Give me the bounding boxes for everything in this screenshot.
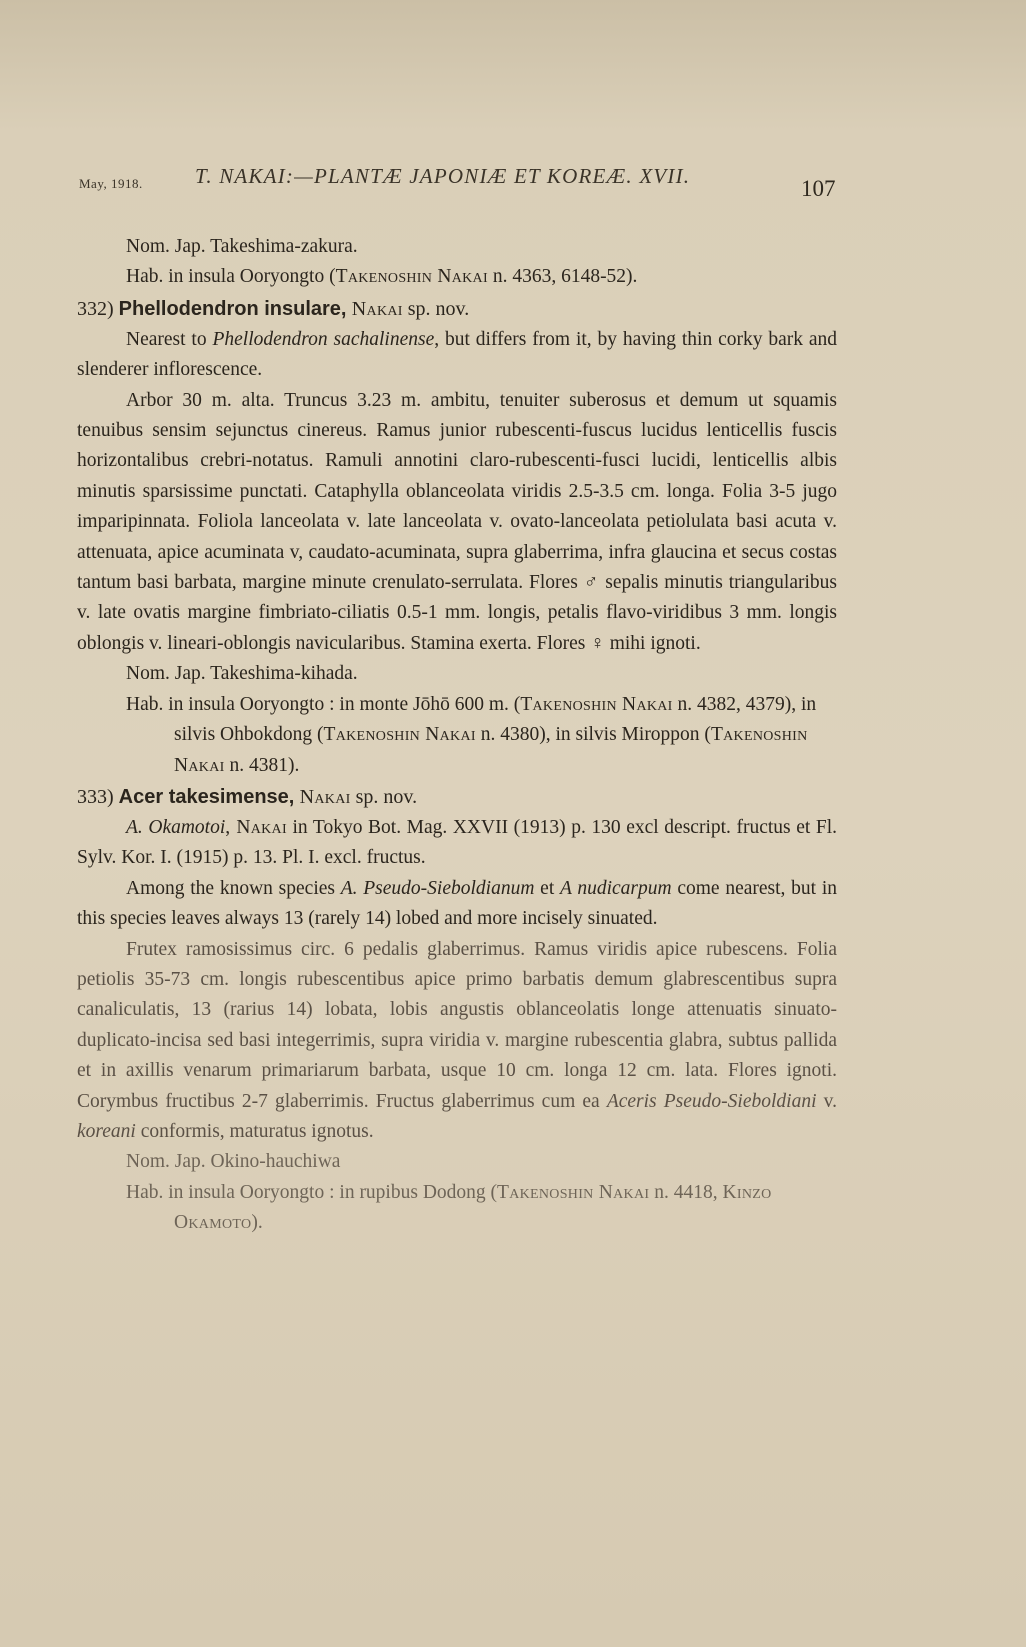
hab-text: n. 4382, 4379), in silvis Ohbokdong ( (174, 693, 817, 746)
description-paragraph-333 (77, 935, 837, 1148)
description-paragraph-332 (77, 386, 837, 660)
hab-text: Hab. in insula Ooryongto : in rupibus Dodong ( (126, 1181, 498, 1203)
italic-taxon: A nudicarpum (560, 877, 672, 899)
nom-jap-takeshima-zakura (77, 232, 837, 262)
species-name: Phellodendron insulare, (118, 297, 347, 320)
italic-taxon: koreani (77, 1120, 136, 1142)
species-heading-333 (77, 781, 837, 813)
page-body (77, 232, 837, 1239)
collector-name: Takenoshin Nakai (520, 693, 673, 715)
collector-name: Takenoshin Nakai (174, 724, 808, 776)
species-name: Acer takesimense, (118, 785, 295, 808)
comparison-paragraph-332 (77, 325, 837, 386)
text: sepalis minutis triangularibus v. late ovatis margine fimbriato-ciliatis 0.5-1 mm. longis, petalis flavo-viridibus 3 mm. longis oblongis v. lineari-oblongis navicularibus. Stamina exerta. Flores (77, 572, 838, 654)
nom-text: Nom. Jap. Okino-hauchiwa (126, 1151, 341, 1173)
text: et (534, 877, 561, 899)
collector-name: Takenoshin Nakai (323, 724, 476, 746)
italic-taxon: Aceris Pseudo-Sieboldiani (606, 1090, 817, 1112)
species-heading-332 (77, 293, 837, 325)
page-header (0, 158, 1026, 208)
text: mihi ignoti. (604, 632, 701, 654)
entry-number: 333) (77, 785, 119, 808)
species-status: sp. nov. (402, 297, 470, 320)
text: Frutex ramosissimus circ. 6 pedalis glaberrimus. Ramus viridis apice rubescens. Folia petiolis 35-73 cm. longis rubescentibus apice primo barbatis demum glabrescentibus supra canaliculatis, 13 (rarius 14) lobata, lobis angustis oblanceolatis longe attenuatis sinuato-duplicato-incisa sed basi integerrimis, supra viridia v. margine rubescentia glabra, subtus pallida et in axillis venarum primariarum barbata, usque 10 cm. longa 12 cm. lata. Flores ignoti. Corymbus fructibus 2-7 glaberrimis. Fructus glaberrimus cum ea (77, 938, 837, 1112)
species-author: Nakai (294, 785, 351, 808)
habitat-332 (77, 690, 837, 781)
nom-text: Nom. Jap. Takeshima-zakura. (126, 236, 358, 257)
italic-taxon: A. Pseudo-Sieboldianum (340, 877, 535, 899)
hab-text: n. 4381). (224, 754, 300, 776)
page-number: 107 (801, 176, 836, 201)
text: conformis, maturatus ignotus. (135, 1120, 374, 1142)
habitat-takeshima-zakura (77, 262, 837, 292)
italic-taxon: A. Okamotoi (126, 816, 226, 838)
header-date: May, 1918. (79, 176, 143, 191)
text: , but differs from it, by having thin corky bark and slenderer inflorescence. (77, 328, 838, 381)
text: come nearest, but in this species leaves always 13 (rarely 14) lobed and more incisely sinuated. (77, 877, 837, 930)
species-author: , Nakai (225, 816, 287, 838)
hab-text: ). (251, 1212, 263, 1234)
nom-jap-okino-hauchiwa (77, 1147, 837, 1177)
text: in Tokyo Bot. Mag. XXVII (1913) p. 130 excl descript. fructus et Fl. Sylv. Kor. I. (1915) p. 13. Pl. I. excl. fructus. (77, 816, 837, 869)
collector-name: Kinzo Okamoto (174, 1181, 772, 1234)
synonymy-333 (77, 813, 837, 874)
hab-text: n. 4380), in silvis Miroppon ( (475, 724, 711, 746)
species-author: Nakai (346, 297, 403, 320)
comparison-paragraph-333 (77, 874, 837, 935)
hab-text: n. 4363, 6148-52). (487, 266, 638, 288)
nom-jap-takeshima-kihada (77, 659, 837, 689)
italic-taxon: Phellodendron sachalinense (212, 328, 435, 350)
collector-name: Takenoshin Nakai (497, 1181, 650, 1203)
hab-text: Hab. in insula Ooryongto : in monte Jōhō 600 m. ( (126, 693, 521, 715)
text: Nearest to (126, 328, 213, 350)
text: Arbor 30 m. alta. Truncus 3.23 m. ambitu, tenuiter suberosus et demum ut squamis tenuibus sensim sejunctus cinereus. Ramus junior rubescenti-fuscus lucidus lenticellis fuscis horizontalibus crebri-notatus. Ramuli annotini claro-rubescenti-fusci lucidi, lenticellis albis minutis sparsissime punctati. Cataphylla oblanceolata viridis 2.5-3.5 cm. longa. Folia 3-5 jugo imparipinnata. Foliola lanceolata v. late lanceolata v. ovato-lanceolata petiolulata basi acuta v. attenuata, apice acuminata v, caudato-acuminata, supra glaberrima, infra glaucina et secus costas tantum basi barbata, margine minute crenulato-serrulata. Flores (77, 389, 837, 594)
collector-name: Takenoshin Nakai (335, 266, 488, 288)
female-symbol: ♀ (590, 632, 605, 654)
habitat-333 (77, 1178, 837, 1239)
entry-number: 332) (77, 297, 119, 320)
hab-text: Hab. in insula Ooryongto ( (126, 266, 336, 288)
running-title: T. NAKAI:—PLANTÆ JAPONIÆ ET KOREÆ. XVII. (195, 164, 691, 188)
text: v. (816, 1090, 838, 1112)
species-status: sp. nov. (350, 785, 418, 808)
nom-text: Nom. Jap. Takeshima-kihada. (126, 663, 358, 685)
hab-text: n. 4418, (649, 1181, 723, 1203)
male-symbol: ♂ (583, 572, 600, 594)
text: Among the known species (126, 877, 341, 899)
